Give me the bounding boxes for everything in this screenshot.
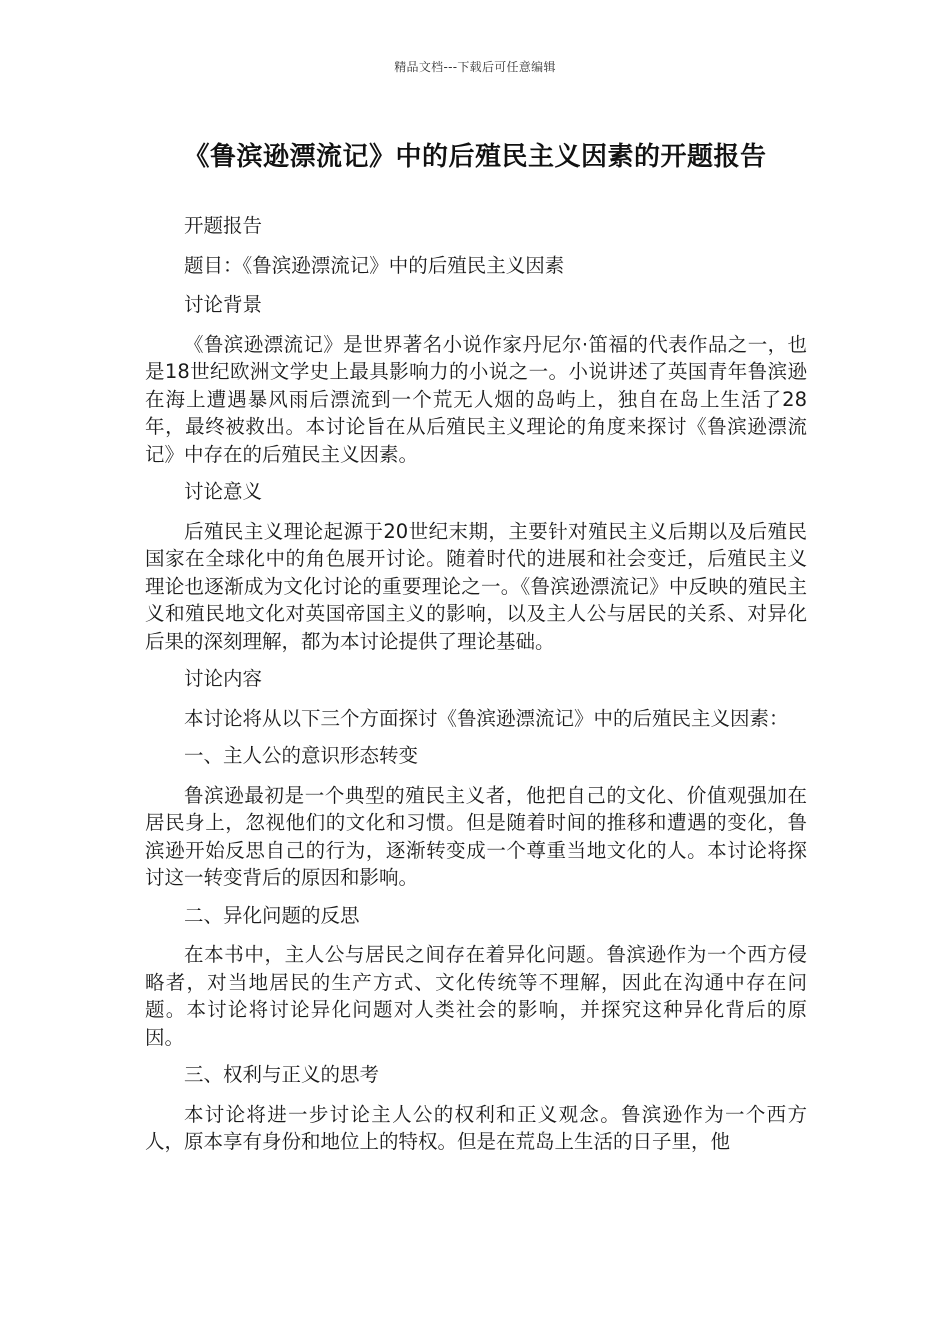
subheading-alienation: 二、异化问题的反思 [184, 903, 360, 927]
page-header-note: 精品文档---下载后可任意编辑 [394, 60, 556, 74]
paragraph-background: 《鲁滨逊漂流记》是世界著名小说作家丹尼尔·笛福的代表作品之一，也是18世纪欧洲文学史上最具影响力的小说之一。小说讲述了英国青年鲁滨逊在海上遭遇暴风雨后漂流到一个荒无人烟的岛屿上，独自在岛上生活了28年，最终被救出。本讨论旨在从后殖民主义理论的角度来探讨《鲁滨逊漂流记》中存在的后殖民主义因素。 [145, 332, 807, 466]
report-type-label: 开题报告 [184, 214, 263, 237]
topic-line: 题目：《鲁滨逊漂流记》中的后殖民主义因素 [184, 253, 565, 277]
paragraph-rights-justice: 本讨论将进一步讨论主人公的权利和正义观念。鲁滨逊作为一个西方人，原本享有身份和地位上的特权。但是在荒岛上生活的日子里，他 [145, 1102, 807, 1153]
section-heading-background: 讨论背景 [184, 293, 263, 316]
subheading-rights-justice: 三、权利与正义的思考 [184, 1063, 380, 1086]
paragraph-ideology-shift: 鲁滨逊最初是一个典型的殖民主义者，他把自己的文化、价值观强加在居民身上，忽视他们的文化和习惯。但是随着时间的推移和遭遇的变化，鲁滨逊开始反思自己的行为，逐渐转变成一个尊重当地文化的人。本讨论将探讨这一转变背后的原因和影响。 [145, 783, 807, 889]
document-body [145, 212, 807, 1166]
section-heading-content: 讨论内容 [184, 667, 263, 690]
subheading-ideology-shift: 一、主人公的意识形态转变 [184, 744, 419, 767]
paragraph-content-intro: 本讨论将从以下三个方面探讨《鲁滨逊漂流记》中的后殖民主义因素： [184, 706, 789, 730]
document-title: 《鲁滨逊漂流记》中的后殖民主义因素的开题报告 [183, 142, 767, 172]
section-heading-significance: 讨论意义 [184, 480, 263, 503]
paragraph-alienation: 在本书中，主人公与居民之间存在着异化问题。鲁滨逊作为一个西方侵略者，对当地居民的生产方式、文化传统等不理解，因此在沟通中存在问题。本讨论将讨论异化问题对人类社会的影响，并探究这种异化背后的原因。 [145, 943, 807, 1049]
paragraph-significance: 后殖民主义理论起源于20世纪末期，主要针对殖民主义后期以及后殖民国家在全球化中的角色展开讨论。随着时代的进展和社会变迁，后殖民主义理论也逐渐成为文化讨论的重要理论之一。《鲁滨逊漂流记》中反映的殖民主义和殖民地文化对英国帝国主义的影响，以及主人公与居民的关系、对异化后果的深刻理解，都为本讨论提供了理论基础。 [145, 519, 807, 653]
